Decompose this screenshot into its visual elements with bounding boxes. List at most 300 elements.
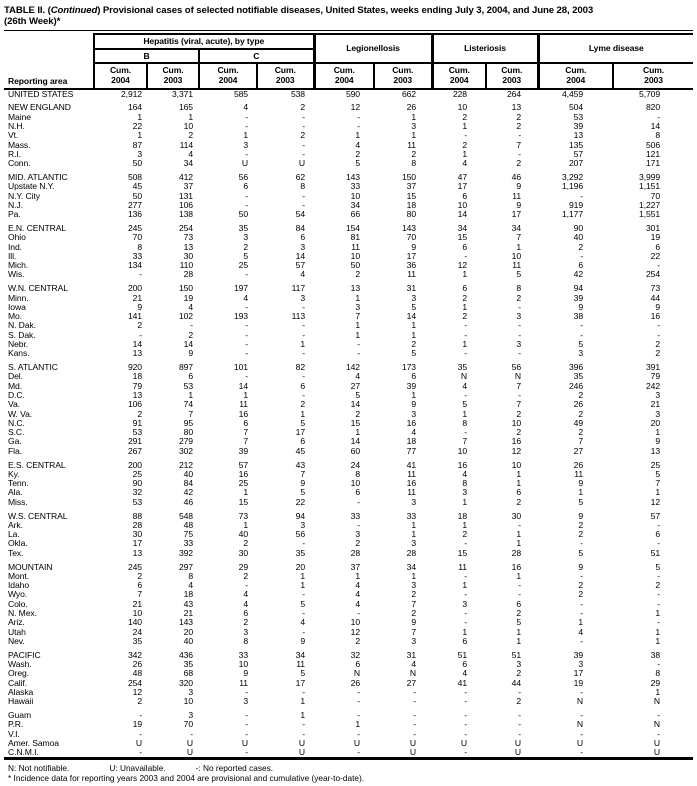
cell: 6 [300, 232, 305, 243]
cell: 4 [355, 580, 360, 591]
cell: 73 [183, 232, 193, 243]
row-label: NEW ENGLAND [8, 102, 71, 113]
cell: 30 [183, 250, 193, 261]
cell: 9 [411, 617, 416, 628]
cell: 50 [238, 209, 248, 220]
cell: - [518, 589, 522, 600]
cell: 9 [655, 436, 661, 447]
cell: 39 [573, 120, 584, 131]
reporting-area-header: Reporting area [4, 34, 94, 88]
cell: 9 [578, 478, 584, 489]
table-row [4, 618, 693, 627]
cell: 20 [295, 561, 305, 572]
cell: 37 [350, 561, 360, 572]
cell: - [464, 348, 467, 359]
cell: 585 [233, 88, 248, 99]
cell: 3 [188, 710, 193, 720]
cell: 8 [655, 130, 661, 141]
cell: 13 [511, 102, 522, 113]
cell: - [357, 728, 360, 739]
cell: 7 [462, 436, 467, 447]
cell: 1 [355, 427, 360, 438]
cell: 5 [578, 339, 584, 350]
row-label: Wyo. [8, 589, 28, 600]
row-label: Hawaii [8, 696, 34, 707]
cell: 2 [137, 408, 142, 419]
cell: 32 [132, 487, 142, 498]
cell: 1 [243, 130, 248, 141]
cell: 4 [578, 626, 584, 637]
cell: 33 [350, 510, 360, 521]
cell: - [464, 728, 467, 739]
cell: 113 [291, 311, 305, 322]
cell: 2 [243, 617, 248, 628]
cell: 1 [300, 696, 305, 707]
cell: - [518, 686, 522, 697]
cell: 1 [411, 519, 416, 530]
cell: 36 [406, 260, 416, 271]
table-row [4, 192, 693, 201]
cell: 2 [516, 158, 522, 169]
cell: 2 [516, 111, 522, 122]
cell: 19 [573, 677, 584, 688]
cell: 1 [462, 496, 467, 507]
cell: 43 [183, 598, 193, 609]
cell: - [464, 130, 467, 141]
cell: 15 [238, 496, 248, 507]
cell: 94 [295, 510, 305, 521]
cell: 35 [238, 222, 248, 233]
row-label: W.N. CENTRAL [8, 283, 68, 294]
row-label: N. Dak. [8, 320, 36, 331]
cell: 73 [650, 283, 661, 294]
cell: - [357, 339, 360, 350]
cell: 38 [650, 649, 661, 660]
cell: - [357, 111, 360, 122]
row-label: Ind. [8, 241, 22, 252]
cell: - [580, 608, 584, 619]
cell: - [518, 148, 522, 159]
cell: U [409, 737, 416, 748]
cell: 6 [462, 190, 467, 201]
row-label: S.C. [8, 427, 25, 438]
hepatitis-c-subheader: C [199, 49, 314, 63]
cell: 51 [650, 547, 661, 558]
table-row [4, 243, 693, 252]
header-row-groups [4, 34, 693, 49]
cell: 60 [350, 445, 360, 456]
cell: - [357, 696, 360, 707]
cell: 43 [295, 459, 305, 470]
cell: 4 [188, 580, 193, 591]
cell: 538 [290, 88, 305, 99]
cell: - [245, 710, 248, 720]
cell: 26 [573, 459, 584, 470]
cell: 2 [300, 130, 305, 141]
row-label: Tenn. [8, 478, 29, 489]
cell: 45 [132, 181, 142, 192]
cell: 9 [578, 561, 584, 572]
cell: U [460, 737, 467, 748]
cell: 3 [243, 696, 248, 707]
cell: 301 [645, 222, 661, 233]
row-label: Mass. [8, 139, 31, 150]
cell: 121 [645, 148, 661, 159]
cell: 2 [516, 668, 522, 679]
cell: 37 [406, 181, 416, 192]
col-header-cum-2004-1: Cum. 2004 [94, 63, 147, 88]
cell: 40 [183, 468, 193, 479]
cell: 8 [188, 570, 193, 581]
cell: 27 [573, 445, 584, 456]
cell: 2 [655, 348, 661, 359]
footnote-incidence: * Incidence data for reporting years 2003 and 2004 are provisional and cumulative (year-to-date). [8, 773, 365, 784]
cell: 4 [462, 158, 467, 169]
row-label: Ky. [8, 468, 20, 479]
cell: 1 [355, 320, 360, 331]
table-row [4, 89, 693, 99]
table-row [4, 382, 693, 391]
cell: - [464, 747, 467, 758]
row-label: Kans. [8, 348, 30, 359]
cell: - [657, 320, 661, 331]
cell: 4 [411, 659, 416, 670]
cell: N [653, 719, 661, 730]
cell: 392 [178, 547, 193, 558]
cell: 14 [238, 380, 248, 391]
cell: 20 [183, 626, 193, 637]
cell: - [245, 728, 248, 739]
cell: 207 [568, 158, 584, 169]
cell: 75 [183, 529, 193, 540]
cell: 16 [406, 478, 416, 489]
cell: 7 [137, 589, 142, 600]
cell: - [139, 329, 142, 340]
table-row [4, 688, 693, 697]
cell: 13 [183, 241, 193, 252]
cell: 4 [355, 371, 360, 382]
row-label: S. ATLANTIC [8, 362, 58, 373]
cell: 6 [411, 371, 416, 382]
cell: - [245, 111, 248, 122]
cell: 2 [243, 570, 248, 581]
cell: 12 [350, 102, 360, 113]
cell: 6 [355, 487, 360, 498]
cell: 18 [132, 371, 142, 382]
cell: 39 [406, 380, 416, 391]
cell: 1,177 [562, 209, 584, 220]
cell: - [580, 747, 584, 758]
cell: 84 [295, 222, 305, 233]
cell: U [653, 747, 661, 758]
row-label: Oreg. [8, 668, 29, 679]
cell: 117 [291, 283, 305, 294]
cell: 27 [350, 380, 360, 391]
table-row [4, 507, 693, 521]
cell: 131 [178, 190, 193, 201]
cell: 11 [512, 190, 522, 201]
cell: - [302, 111, 305, 122]
cell: 4,459 [562, 88, 584, 99]
cell: 2 [411, 339, 416, 350]
table-row [4, 600, 693, 609]
cell: 2 [355, 408, 360, 419]
cell: - [357, 747, 360, 758]
row-label: Wash. [8, 659, 32, 670]
row-label: Upstate N.Y. [8, 181, 55, 192]
cell: - [245, 329, 248, 340]
cell: - [464, 329, 467, 340]
cell: 17 [406, 250, 416, 261]
cell: 897 [178, 362, 193, 373]
cell: 2 [578, 427, 584, 438]
cell: - [413, 696, 416, 707]
row-label: Miss. [8, 496, 28, 507]
table-row [4, 679, 693, 688]
cell: - [657, 659, 661, 670]
col-header-cum-2003-2: Cum. 2003 [147, 63, 199, 88]
table-row [4, 697, 693, 706]
cell: 7 [516, 380, 522, 391]
cell: 16 [238, 408, 248, 419]
cell: 1 [137, 111, 142, 122]
cell: 12 [650, 496, 661, 507]
cell: 34 [511, 222, 522, 233]
cell: - [518, 329, 522, 340]
cell: 54 [295, 209, 305, 220]
cell: - [464, 250, 467, 261]
cell: 44 [650, 292, 661, 303]
cell: 14 [350, 399, 360, 410]
table-row [4, 730, 693, 739]
table-row [4, 720, 693, 729]
table-row [4, 410, 693, 419]
cell: 13 [132, 390, 142, 400]
cell: 25 [238, 260, 248, 271]
cell: 4 [243, 102, 248, 113]
cell: 57 [573, 148, 584, 159]
cell: - [580, 570, 584, 581]
cell: 88 [132, 510, 142, 521]
cell: 1,551 [639, 209, 661, 220]
cell: 33 [238, 649, 248, 660]
cell: 15 [457, 232, 467, 243]
cell: 19 [132, 719, 142, 730]
footnote-unavailable: U: Unavailable. [109, 763, 166, 774]
cell: 1 [411, 111, 416, 122]
cell: 90 [132, 478, 142, 489]
cell: 11 [296, 659, 305, 670]
cell: 297 [178, 561, 193, 572]
cell: 5 [300, 417, 305, 428]
cell: 2 [411, 608, 416, 619]
cell: 3 [137, 148, 142, 159]
cell: 9 [516, 181, 522, 192]
cell: 2 [411, 589, 416, 600]
cell: 10 [511, 459, 522, 470]
cell: 26 [132, 659, 142, 670]
row-label: S. Dak. [8, 329, 36, 340]
cell: 5 [300, 487, 305, 498]
cell: 56 [295, 529, 305, 540]
row-label: Vt. [8, 130, 19, 141]
cell: 12 [457, 260, 467, 271]
row-label: P.R. [8, 719, 24, 730]
row-label: Nev. [8, 635, 25, 646]
cell: 90 [573, 222, 584, 233]
title-rest: ) Provisional cases of selected notifiable diseases, United States, weeks ending July 3, 2004, and June 28, 2003 [97, 5, 594, 16]
cell: 1 [243, 487, 248, 498]
cell: - [302, 728, 305, 739]
cell: 4 [355, 589, 360, 600]
cell: 508 [127, 171, 142, 182]
cell: N [576, 696, 584, 707]
row-label: N.Y. City [8, 190, 40, 201]
row-label: Del. [8, 371, 23, 382]
cell: 19 [183, 292, 193, 303]
cell: 17 [573, 668, 584, 679]
cell: - [464, 589, 467, 600]
table-row [4, 312, 693, 321]
table-row [4, 294, 693, 303]
cell: 10 [511, 250, 522, 261]
cell: 14 [457, 209, 467, 220]
cell: 16 [406, 417, 416, 428]
cell: 39 [573, 292, 584, 303]
cell: 4 [300, 269, 305, 280]
cell: - [357, 519, 360, 530]
cell: - [139, 728, 142, 739]
cell: 27 [406, 677, 416, 688]
cell: 3 [243, 139, 248, 150]
cell: 4 [300, 617, 305, 628]
cell: 3 [411, 580, 416, 591]
row-label: Ala. [8, 487, 23, 498]
cell: - [518, 320, 522, 331]
cell: 5 [516, 617, 522, 628]
cell: 1 [411, 570, 416, 581]
cell: 5 [578, 547, 584, 558]
cell: - [464, 570, 467, 581]
cell: 5 [655, 561, 661, 572]
table-row [4, 669, 693, 678]
cell: 4 [462, 468, 467, 479]
cell: 25 [650, 459, 661, 470]
cell: 2 [462, 292, 467, 303]
cell: 15 [350, 417, 360, 428]
cell: 13 [132, 547, 142, 558]
cell: 91 [132, 417, 142, 428]
cell: - [657, 589, 661, 600]
cell: 33 [406, 510, 416, 521]
cell: 11 [574, 468, 584, 479]
cell: - [464, 608, 467, 619]
cell: 5,709 [639, 88, 661, 99]
cell: 5 [462, 399, 467, 410]
cell: 141 [127, 311, 142, 322]
cell: 4 [462, 668, 467, 679]
cell: 16 [457, 459, 467, 470]
table-row [4, 233, 693, 242]
cell: - [518, 130, 522, 141]
cell: 2 [655, 580, 661, 591]
row-label: Tex. [8, 547, 24, 558]
row-label: Ill. [8, 250, 17, 261]
cell: 74 [183, 399, 193, 410]
cell: 7 [578, 436, 584, 447]
cell: - [302, 329, 305, 340]
row-label: C.N.M.I. [8, 747, 39, 758]
cell: 42 [183, 487, 193, 498]
cell: U [241, 158, 248, 169]
cell: 3 [300, 519, 305, 530]
cell: 140 [127, 617, 142, 628]
cell: - [245, 719, 248, 730]
cell: 3 [516, 659, 522, 670]
cell: 1 [462, 269, 467, 280]
cell: 1 [300, 408, 305, 419]
cell: 4 [411, 427, 416, 438]
cell: 2 [516, 408, 522, 419]
table-row [4, 159, 693, 168]
cell: 17 [457, 181, 467, 192]
cell: 2 [578, 241, 584, 252]
cell: 662 [401, 88, 416, 99]
cell: - [245, 301, 248, 312]
row-label: La. [8, 529, 20, 540]
cell: U [298, 737, 305, 748]
table-row [4, 488, 693, 497]
col-header-cum-2003-8: Cum. 2003 [486, 63, 538, 88]
table-row [4, 646, 693, 660]
cell: 135 [568, 139, 584, 150]
cell: - [357, 710, 360, 720]
cell: 302 [178, 445, 193, 456]
cell: 2 [516, 427, 522, 438]
cell: 35 [573, 371, 584, 382]
cell: 1 [462, 120, 467, 131]
row-label: R.I. [8, 148, 21, 159]
table-row [4, 428, 693, 437]
cell: - [413, 719, 416, 730]
cell: - [302, 199, 305, 210]
cell: 21 [650, 399, 661, 410]
cell: 3 [516, 339, 522, 350]
cell: 2 [578, 390, 584, 400]
cell: - [139, 710, 142, 720]
cell: 1 [355, 570, 360, 581]
cell: - [302, 589, 305, 600]
cell: 8 [300, 181, 305, 192]
cell: 9 [411, 399, 416, 410]
row-label: Iowa [8, 301, 26, 312]
col-header-cum-2003-10: Cum. 2003 [613, 63, 693, 88]
footnote-not-notifiable: N: Not notifiable. [8, 763, 70, 774]
cell: 154 [345, 222, 360, 233]
cell: 80 [406, 209, 416, 220]
cell: 920 [127, 362, 142, 373]
legionellosis-group-header: Legionellosis [314, 34, 432, 63]
cell: 8 [411, 158, 416, 169]
cell: 7 [300, 468, 305, 479]
cell: 173 [401, 362, 416, 373]
cell: 6 [516, 487, 522, 498]
cell: 6 [137, 580, 142, 591]
cell: 1 [300, 580, 305, 591]
cell: 13 [350, 283, 360, 294]
cell: 3 [243, 626, 248, 637]
cell: - [190, 320, 193, 331]
